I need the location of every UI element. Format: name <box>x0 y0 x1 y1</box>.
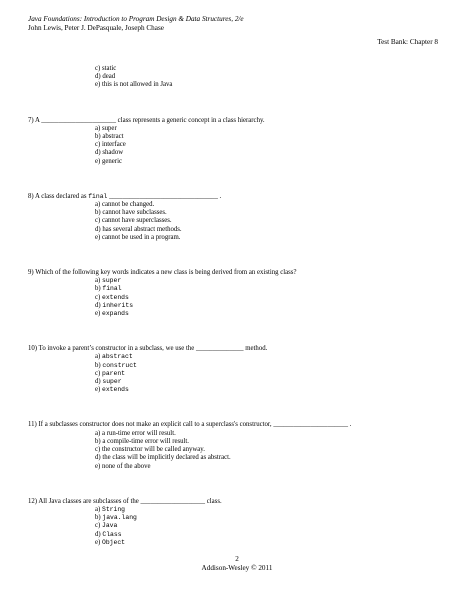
option: d) has several abstract methods. <box>95 225 182 233</box>
option: e) cannot be used in a program. <box>95 233 181 241</box>
option: c) the constructor will be called anyway. <box>95 446 205 454</box>
option: b) final <box>95 285 122 293</box>
question-stem: 9) Which of the following key words indicates a new class is being derived from an existing class? <box>28 269 297 277</box>
option: d) the class will be implicitly declared as abstract. <box>95 454 231 462</box>
option: a) String <box>95 505 125 513</box>
question-11 <box>28 421 448 470</box>
book-title: Java Foundations: Introduction to Program Design & Data Structures, 2/e <box>28 15 244 23</box>
question-stem: 12) All Java classes are subclasses of the ___________________ class. <box>28 497 222 505</box>
option: c) static <box>95 65 117 72</box>
question-10 <box>28 345 448 394</box>
option: c) cannot have superclasses. <box>95 217 172 225</box>
option: d) super <box>95 378 122 386</box>
chapter-label: Test Bank: Chapter 8 <box>377 38 438 46</box>
option: c) parent <box>95 369 125 377</box>
option: d) shadow <box>95 149 124 157</box>
option: a) super <box>95 124 117 132</box>
option: e) Object <box>95 538 125 546</box>
option: b) construct <box>95 361 137 369</box>
question-7 <box>28 117 448 166</box>
carryover-options <box>95 65 448 90</box>
question-stem: 10) To invoke a parent’s constructor in a subclass, we use the ______________ method. <box>28 345 268 353</box>
option: a) abstract <box>95 353 133 361</box>
question-stem <box>28 193 448 201</box>
book-authors: John Lewis, Peter J. DePasquale, Joseph Chase <box>28 24 164 32</box>
option: e) none of the above <box>95 462 151 470</box>
option: a) cannot be changed. <box>95 201 155 209</box>
option: c) interface <box>95 141 126 149</box>
question-8 <box>28 193 448 242</box>
option: d) inherits <box>95 301 134 309</box>
option: e) expands <box>95 310 129 318</box>
stem-text: ________________________________ . <box>107 192 222 200</box>
question-stem: 7) A ______________________ class represents a generic concept in a class hierarchy. <box>28 116 265 124</box>
stem-code: final <box>88 192 108 200</box>
question-9 <box>28 269 448 318</box>
option: b) cannot have subclasses. <box>95 209 167 217</box>
option: d) dead <box>95 73 116 81</box>
option: b) abstract <box>95 133 124 141</box>
option: b) java.lang <box>95 514 137 522</box>
option: e) generic <box>95 157 122 165</box>
option: c) extends <box>95 293 129 301</box>
option: a) super <box>95 277 122 285</box>
page-number: 2 <box>235 555 239 563</box>
option: b) a compile-time error will result. <box>95 437 189 445</box>
option: c) Java <box>95 522 118 530</box>
question-12 <box>28 498 448 547</box>
option: d) Class <box>95 530 122 538</box>
stem-text: 8) A class declared as <box>28 192 89 200</box>
question-list <box>28 65 448 547</box>
option: a) a run-time error will result. <box>95 429 176 437</box>
copyright: Addison-Wesley © 2011 <box>201 564 273 572</box>
option: e) this is not allowed in Java <box>95 81 173 89</box>
option: e) extends <box>95 386 129 394</box>
question-stem: 11) If a subclasses constructor does not make an explicit call to a superclass's constructor, ______________________ . <box>28 421 352 429</box>
